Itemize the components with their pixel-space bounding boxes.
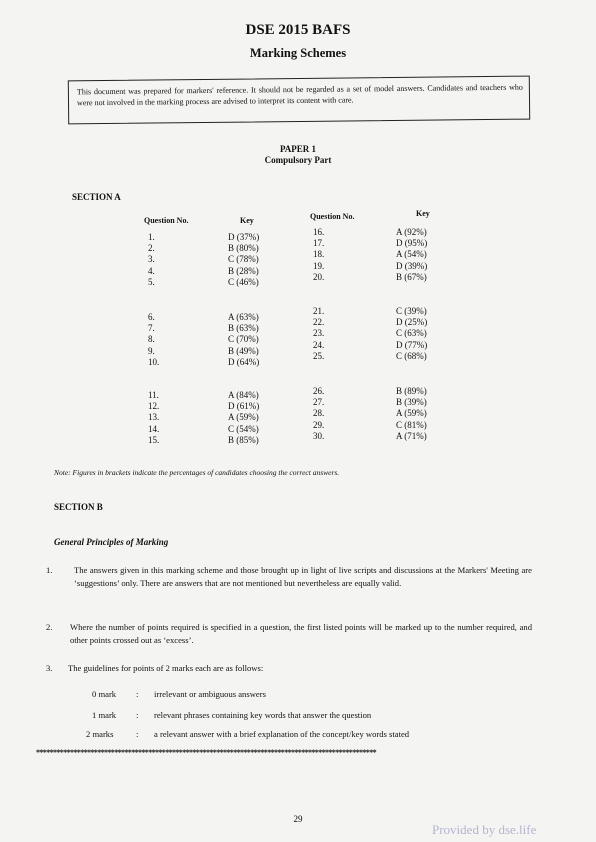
answer-key: C (39%)	[396, 306, 427, 316]
question-number: 2.	[148, 243, 155, 254]
question-number: 25.	[313, 350, 325, 361]
principle-text: Where the number of points required is specified in a question, the first listed points will be marked up to the number required, and other points crossed out as ‘excess’.	[70, 622, 532, 645]
principle-number: 1.	[46, 565, 53, 575]
answer-key: C (68%)	[396, 350, 427, 361]
mark-separator: :	[136, 710, 139, 720]
question-number: 16.	[313, 227, 325, 237]
mark-separator: :	[136, 689, 139, 699]
answer-key: A (59%)	[228, 412, 259, 423]
principle-text: The guidelines for points of 2 marks each are as follows:	[68, 663, 264, 673]
col-header-question-right: Question No.	[310, 212, 355, 221]
answer-key: D (25%)	[396, 317, 428, 328]
question-number: 5.	[148, 276, 155, 287]
question-number: 26.	[313, 386, 325, 396]
answer-key: C (81%)	[396, 419, 427, 430]
answer-key: A (59%)	[396, 408, 427, 419]
answer-key: D (61%)	[228, 401, 260, 412]
answer-key: C (78%)	[228, 254, 259, 265]
answer-key: A (63%)	[228, 312, 259, 322]
answer-key: B (67%)	[396, 271, 427, 282]
principle-text: The answers given in this marking scheme and those brought up in light of live scripts and discussions at the Markers' Meeting are ‘suggestions’ only. There are answers that are not mentioned but nevertheless are equally valid.	[74, 565, 532, 588]
question-number: 4.	[148, 265, 155, 276]
answer-key: A (84%)	[228, 390, 259, 400]
question-number: 29.	[313, 419, 325, 430]
answer-key: C (63%)	[396, 328, 427, 339]
answer-key: D (39%)	[396, 260, 428, 271]
document-subtitle: Marking Schemes	[249, 46, 347, 60]
question-number: 14.	[148, 423, 160, 434]
question-number: 28.	[313, 408, 325, 419]
answer-key: B (39%)	[396, 397, 427, 408]
credit-watermark: Provided by dse.life	[432, 822, 537, 837]
mark-description: irrelevant or ambiguous answers	[154, 689, 266, 699]
question-number: 22.	[313, 317, 325, 328]
paper-title: PAPER 1	[279, 144, 317, 154]
question-number: 27.	[313, 397, 325, 408]
principle-item	[46, 564, 534, 604]
section-a-note: Note: Figures in brackets indicate the percentages of candidates choosing the correct answers.	[54, 468, 340, 477]
page-number: 29	[293, 814, 303, 824]
question-number: 21.	[313, 306, 325, 316]
answer-key: A (54%)	[396, 249, 427, 260]
notice-box: This document was prepared for markers' reference. It should not be regarded as a set of model answers. Candidates and teachers who were not involved in the marking process are advised to interpret its content with care.	[68, 76, 530, 125]
answer-key: C (54%)	[228, 423, 259, 434]
question-number: 3.	[148, 254, 155, 265]
question-number: 15.	[148, 434, 160, 445]
mark-separator: :	[136, 729, 139, 739]
answer-key: A (71%)	[396, 430, 427, 441]
question-number: 30.	[313, 430, 325, 441]
col-header-key-left: Key	[240, 216, 254, 225]
question-number: 11.	[148, 390, 159, 400]
mark-description: relevant phrases containing key words that answer the question	[154, 710, 372, 720]
mark-label: 2 marks	[86, 729, 114, 739]
answer-key: C (70%)	[228, 334, 259, 345]
question-number: 9.	[148, 345, 155, 356]
answer-key: B (85%)	[228, 434, 259, 445]
question-number: 1.	[148, 232, 155, 242]
answer-key: B (63%)	[228, 323, 259, 334]
principles-heading: General Principles of Marking	[54, 537, 169, 547]
question-number: 10.	[148, 356, 160, 367]
answer-key: B (80%)	[228, 243, 259, 254]
principle-number: 2.	[46, 622, 53, 632]
section-b-heading: SECTION B	[54, 502, 103, 512]
document-title: DSE 2015 BAFS	[245, 22, 351, 38]
answer-key: C (46%)	[228, 276, 259, 287]
question-number: 24.	[313, 339, 325, 350]
divider-stars: ****************************************************************************************************	[36, 748, 377, 757]
answer-key: D (37%)	[228, 232, 260, 242]
principle-number: 3.	[46, 663, 53, 673]
section-a-heading: SECTION A	[72, 192, 121, 202]
answer-key: D (77%)	[396, 339, 428, 350]
answer-key: B (28%)	[228, 265, 259, 276]
question-number: 13.	[148, 412, 160, 423]
question-number: 18.	[313, 249, 325, 260]
mark-description: a relevant answer with a brief explanation of the concept/key words stated	[154, 729, 410, 739]
question-number: 23.	[313, 328, 325, 339]
col-header-key-right: Key	[416, 209, 430, 218]
principle-item	[46, 662, 534, 676]
question-number: 6.	[148, 312, 155, 322]
question-number: 7.	[148, 323, 155, 334]
question-number: 20.	[313, 271, 325, 282]
principle-item	[46, 621, 534, 649]
question-number: 8.	[148, 334, 155, 345]
question-number: 19.	[313, 260, 325, 271]
answer-key: D (95%)	[396, 238, 428, 249]
answer-key: B (89%)	[396, 386, 427, 396]
col-header-question-left: Question No.	[144, 216, 189, 225]
paper-heading	[0, 144, 596, 166]
paper-part: Compulsory Part	[264, 155, 332, 165]
mark-label: 0 mark	[92, 689, 117, 699]
answer-key: B (49%)	[228, 345, 259, 356]
answer-key: D (64%)	[228, 356, 260, 367]
answer-key: A (92%)	[396, 227, 427, 237]
question-number: 12.	[148, 401, 160, 412]
mark-label: 1 mark	[92, 710, 117, 720]
question-number: 17.	[313, 238, 325, 249]
